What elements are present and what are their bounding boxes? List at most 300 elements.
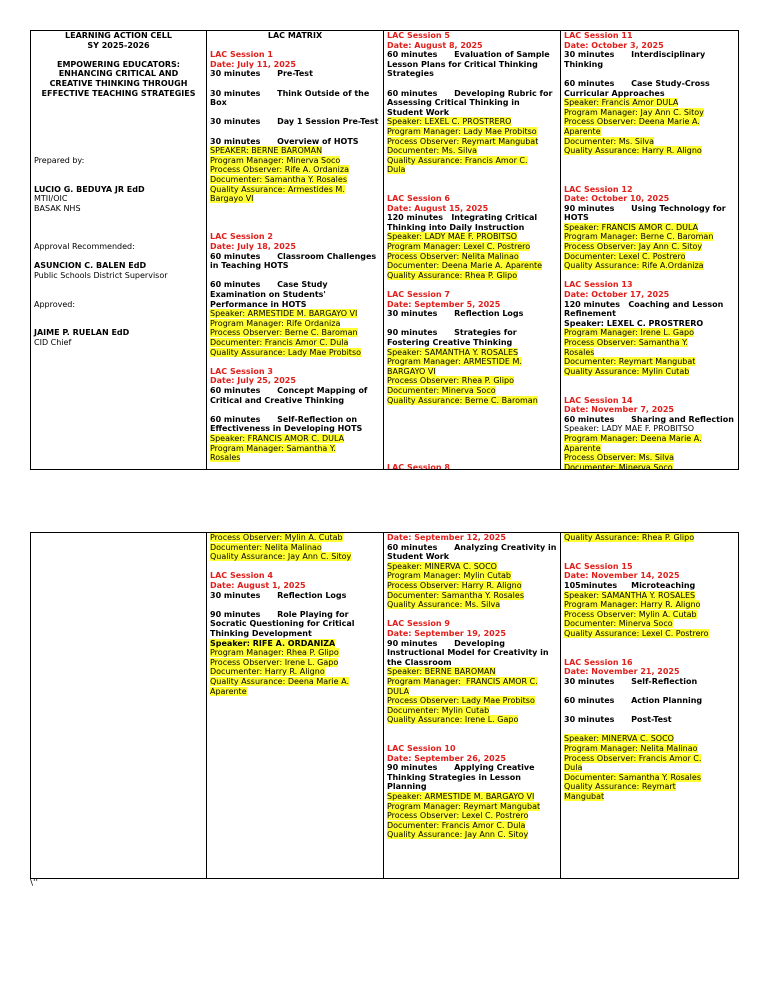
text-line: Effectiveness in Developing HOTS: [210, 424, 363, 434]
text-line: the Classroom: [387, 657, 452, 667]
spacer: [210, 357, 380, 367]
text-line: [564, 629, 735, 639]
text-line: [210, 648, 380, 658]
text-line: 90 minutes Role Playing for: [210, 609, 349, 619]
spacer: [210, 127, 380, 137]
highlighted-text: Speaker: SAMANTHA Y. ROSALES: [564, 590, 696, 600]
text-line: Instructional Model for Creativity in: [387, 648, 549, 658]
highlighted-text: Speaker: FRANCIS AMOR C. DULA: [210, 433, 345, 443]
text-line: [564, 763, 735, 773]
highlighted-text: Process Observer: Berne C. Baroman: [210, 328, 358, 338]
text-line: [564, 453, 735, 463]
text-line: Strategies: [387, 69, 434, 79]
spacer: [34, 252, 203, 262]
text-line: 120 minutes Integrating Critical: [387, 213, 538, 223]
lac-matrix-table-page-1: [30, 30, 739, 470]
spacer: [564, 69, 735, 79]
spacer: [210, 223, 380, 233]
text-line: [387, 117, 557, 127]
spacer: [387, 424, 557, 434]
text-line: Critical and Creative Thinking: [210, 395, 345, 405]
sessions-column-2-continued: [384, 533, 561, 878]
text-line: Box: [210, 98, 227, 108]
text-line: Date: November 21, 2025: [564, 667, 680, 677]
spacer: [34, 319, 203, 329]
text-line: Public Schools District Supervisor: [34, 270, 168, 280]
text-line: [387, 261, 557, 271]
text-line: Date: November 7, 2025: [564, 405, 674, 415]
highlighted-text: Program Manager: FRANCIS AMOR C.: [387, 676, 538, 686]
text-line: 30 minutes Day 1 Session Pre-Test: [210, 117, 379, 127]
highlighted-text: Speaker: SAMANTHA Y. ROSALES: [387, 347, 519, 357]
text-line: Date: October 10, 2025: [564, 194, 670, 204]
text-line: 60 minutes Classroom Challenges: [210, 251, 377, 261]
sessions-column-2: [384, 31, 561, 469]
highlighted-text: Speaker: MINERVA C. SOCO: [387, 561, 497, 571]
text-line: [387, 677, 557, 687]
text-line: Planning: [387, 782, 427, 792]
spacer: [387, 444, 557, 454]
highlighted-text: Program Manager: Mylin Cutab: [387, 571, 511, 581]
text-line: [387, 146, 557, 156]
text-line: [210, 175, 380, 185]
text-line: 60 minutes Case Study-Cross: [564, 78, 710, 88]
highlighted-text: Program Manager: Samantha Y.: [210, 443, 336, 453]
text-line: [564, 357, 735, 367]
text-line: [387, 137, 557, 147]
text-line: JAIME P. RUELAN EdD: [34, 328, 130, 338]
highlighted-text: Process Observer: Samantha Y.: [564, 338, 688, 347]
text-line: LAC Session 15: [564, 561, 633, 571]
highlighted-text: Quality Assurance: Mylin Cutab: [564, 366, 690, 376]
text-line: [210, 146, 380, 156]
text-line: ASUNCION C. BALEN EdD: [34, 261, 147, 271]
spacer: [34, 127, 203, 137]
spacer: [34, 223, 203, 233]
highlighted-text: Quality Assurance: Ms. Silva: [387, 600, 501, 610]
highlighted-text: Quality Assurance: Berne C. Baroman: [387, 395, 538, 405]
text-line: [387, 792, 557, 802]
spacer: [387, 319, 557, 329]
text-line: Refinement: [564, 309, 616, 319]
text-line: [564, 444, 735, 454]
text-line: [210, 639, 380, 649]
spacer: [387, 725, 557, 735]
text-line: 30 minutes Think Outside of the: [210, 88, 370, 98]
highlighted-text: DULA: [387, 686, 410, 696]
spacer: [34, 50, 203, 60]
lac-matrix-table-page-2: [30, 532, 739, 879]
text-line: LAC Session 12: [564, 184, 633, 194]
highlighted-text: Dula: [387, 165, 406, 175]
highlighted-text: Aparente: [210, 686, 247, 696]
spacer: [564, 648, 735, 658]
spacer: [210, 562, 380, 572]
highlighted-text: Documenter: Lexel C. Postrero: [564, 251, 686, 261]
spacer: [564, 543, 735, 553]
text-line: [564, 533, 735, 543]
text-line: [210, 453, 380, 463]
text-line: 60 minutes Evaluation of Sample: [387, 50, 550, 60]
text-line: [564, 367, 735, 377]
spacer: [564, 552, 735, 562]
text-line: Date: July 25, 2025: [210, 376, 296, 386]
text-line: 60 minutes Case Study: [210, 280, 328, 290]
cover-column: [31, 31, 207, 469]
text-line: [564, 328, 735, 338]
text-line: [387, 591, 557, 601]
highlighted-text: Documenter: Francis Amor C. Dula: [387, 820, 526, 830]
highlighted-text: Process Observer: Harry R. Aligno: [387, 580, 522, 590]
sessions-column-1-continued: [207, 533, 384, 878]
highlighted-text: Program Manager: Reymart Mangubat: [387, 801, 541, 811]
text-line: [210, 533, 380, 543]
text-line: [564, 773, 735, 783]
text-line: BASAK NHS: [34, 203, 81, 213]
text-line: LAC Session 1: [210, 50, 273, 60]
highlighted-text: Documenter: Nelita Malinao: [210, 542, 322, 552]
highlighted-text: Speaker: ARMESTIDE M. BARGAYO VI: [210, 309, 358, 319]
spacer: [210, 41, 380, 51]
text-line: [564, 782, 735, 792]
text-line: [564, 610, 735, 620]
highlighted-text: Documenter: Samantha Y. Rosales: [564, 772, 701, 782]
text-line: LAC Session 4: [210, 571, 273, 581]
highlighted-text: Speaker: BERNE BAROMAN: [387, 667, 496, 677]
text-line: 30 minutes Pre-Test: [210, 69, 313, 79]
text-line: 90 minutes Using Technology for: [564, 203, 726, 213]
highlighted-text: Documenter: Harry R. Aligno: [210, 667, 325, 677]
highlighted-text: Quality Assurance: Jay Ann C. Sitoy: [210, 552, 352, 562]
text-line: [387, 232, 557, 242]
spacer: [210, 600, 380, 610]
spacer: [387, 415, 557, 425]
highlighted-text: Speaker: FRANCIS AMOR C. DULA: [564, 222, 699, 232]
text-line: Date: October 17, 2025: [564, 290, 670, 300]
spacer: [387, 280, 557, 290]
text-line: Approved:: [34, 299, 76, 309]
text-line: [387, 811, 557, 821]
spacer: [387, 79, 557, 89]
spacer: [387, 185, 557, 195]
text-line: 60 minutes Sharing and Reflection: [564, 414, 734, 424]
highlighted-text: Documenter: Mylin Cutab: [387, 705, 490, 715]
highlighted-text: Process Observer: Jay Ann C. Sitoy: [564, 242, 703, 252]
text-line: [387, 600, 557, 610]
text-line: [387, 271, 557, 281]
text-line: in Teaching HOTS: [210, 261, 289, 271]
text-line: [210, 667, 380, 677]
text-line: [564, 252, 735, 262]
text-line: [210, 156, 380, 166]
highlighted-text: Process Observer: Ms. Silva: [564, 453, 675, 463]
text-line: [564, 117, 735, 127]
text-line: [564, 348, 735, 358]
highlighted-text: Quality Assurance: Rife A.Ordaniza: [564, 261, 704, 271]
highlighted-text: Program Manager: Lady Mae Probitso: [387, 126, 537, 136]
text-line: Thinking: [564, 59, 604, 69]
spacer: [34, 108, 203, 118]
highlighted-text: Program Manager: Deena Marie A.: [564, 433, 702, 443]
text-line: 30 minutes Self-Reflection: [564, 676, 698, 686]
text-line: [387, 830, 557, 840]
text-line: [387, 386, 557, 396]
spacer: [387, 405, 557, 415]
text-line: 30 minutes Overview of HOTS: [210, 136, 359, 146]
text-line: 30 minutes Interdisciplinary: [564, 50, 706, 60]
text-line: [564, 223, 735, 233]
text-line: [210, 658, 380, 668]
highlighted-text: Process Observer: Mylin A. Cutab: [210, 533, 343, 542]
highlighted-text: Bargayo VI: [210, 194, 254, 204]
text-line: ENHANCING CRITICAL AND: [58, 69, 179, 79]
highlighted-text: Process Observer: Mylin A. Cutab: [564, 609, 697, 619]
text-line: [210, 185, 380, 195]
text-line: [564, 434, 735, 444]
spacer: [564, 156, 735, 166]
text-line: [387, 396, 557, 406]
text-line: [210, 348, 380, 358]
spacer: [387, 453, 557, 463]
highlighted-text: Aparente: [564, 126, 601, 136]
text-line: [387, 127, 557, 137]
text-line: 60 minutes Action Planning: [564, 696, 703, 706]
highlighted-text: Dula: [564, 763, 583, 773]
text-line: Speaker: LEXEL C. PROSTRERO: [564, 318, 704, 328]
highlighted-text: Speaker: ARMESTIDE M. BARGAYO VI: [387, 792, 535, 802]
text-line: [210, 194, 380, 204]
highlighted-text: Quality Assurance: Irene L. Gapo: [387, 715, 519, 725]
spacer: [564, 376, 735, 386]
text-line: Speaker: LADY MAE F. PROBITSO: [564, 424, 695, 434]
text-line: LAC Session 10: [387, 744, 456, 754]
text-line: Date: September 12, 2025: [387, 533, 506, 542]
text-line: Thinking into Daily Instruction: [387, 222, 525, 232]
spacer: [564, 165, 735, 175]
text-line: Date: September 26, 2025: [387, 753, 506, 763]
text-line: [387, 376, 557, 386]
text-line: [387, 242, 557, 252]
cover-column-continued: [31, 533, 207, 878]
text-line: LAC Session 13: [564, 280, 633, 290]
text-line: [564, 232, 735, 242]
text-line: [210, 165, 380, 175]
sessions-column-3: [561, 31, 738, 469]
highlighted-text: Process Observer: Rhea P. Glipo: [387, 376, 514, 386]
text-line: [387, 821, 557, 831]
text-line: 90 minutes Strategies for: [387, 328, 517, 338]
text-line: [387, 715, 557, 725]
text-line: [564, 146, 735, 156]
highlighted-text: Documenter: Francis Amor C. Dula: [210, 338, 349, 347]
text-line: [210, 543, 380, 553]
spacer: [210, 271, 380, 281]
highlighted-text: Program Manager: Minerva Soco: [210, 155, 341, 165]
text-line: LUCIO G. BEDUYA JR EdD: [34, 184, 145, 194]
highlighted-text: Documenter: Ms. Silva: [387, 146, 478, 156]
text-line: Fostering Creative Thinking: [387, 338, 513, 347]
text-line: LAC Session 11: [564, 31, 633, 40]
highlighted-text: Program Manager: Rhea P. Glipo: [210, 648, 339, 658]
text-line: Date: October 3, 2025: [564, 40, 664, 50]
text-line: [210, 309, 380, 319]
spacer: [564, 271, 735, 281]
text-line: LEARNING ACTION CELL: [65, 31, 172, 40]
spacer: [34, 175, 203, 185]
spacer: [210, 405, 380, 415]
spacer: [34, 290, 203, 300]
highlighted-text: Speaker: Francis Amor DULA: [564, 98, 679, 108]
text-line: LAC MATRIX: [267, 31, 323, 40]
spacer: [564, 725, 735, 735]
highlighted-text: Documenter: Deena Marie A. Aparente: [387, 261, 543, 271]
highlighted-text: Program Manager: Rife Ordaniza: [210, 318, 341, 328]
spacer: [34, 165, 203, 175]
text-line: [210, 552, 380, 562]
spacer: [564, 706, 735, 716]
text-line: LAC Session 8: [387, 462, 450, 469]
text-line: LAC Session 14: [564, 395, 633, 405]
spacer: [34, 98, 203, 108]
text-line: [564, 261, 735, 271]
text-line: [387, 696, 557, 706]
text-line: [387, 252, 557, 262]
highlighted-text: Documenter: Reymart Mangubat: [564, 357, 696, 367]
highlighted-text: Rosales: [210, 453, 241, 463]
text-line: LAC Session 7: [387, 290, 450, 300]
text-line: [564, 108, 735, 118]
text-line: [387, 571, 557, 581]
text-line: [564, 98, 735, 108]
highlighted-text: Quality Assurance: Deena Marie A.: [210, 676, 350, 686]
spacer: [387, 175, 557, 185]
text-line: 60 minutes Concept Mapping of: [210, 385, 368, 395]
highlighted-text: Rosales: [564, 347, 595, 357]
text-line: Assessing Critical Thinking in: [387, 98, 520, 108]
highlighted-text: Quality Assurance: Rhea P. Glipo: [387, 270, 518, 280]
text-line: 60 minutes Analyzing Creativity in: [387, 542, 557, 552]
text-line: LAC Session 6: [387, 194, 450, 204]
text-line: Lesson Plans for Critical Thinking: [387, 59, 538, 69]
highlighted-text: Program Manager: ARMESTIDE M.: [387, 357, 522, 367]
text-line: [387, 667, 557, 677]
highlighted-text: Quality Assurance: Jay Ann C. Sitoy: [387, 830, 529, 840]
highlighted-text: Process Observer: Deena Marie A.: [564, 117, 700, 127]
highlighted-text: Aparente: [564, 443, 601, 453]
spacer: [564, 639, 735, 649]
spacer: [34, 117, 203, 127]
text-line: Approval Recommended:: [34, 242, 135, 252]
text-line: Student Work: [387, 552, 450, 562]
highlighted-text: Speaker: RIFE A. ORDANIZA: [210, 638, 336, 648]
highlighted-text: Process Observer: Lexel C. Postrero: [387, 811, 529, 821]
highlighted-text: Mangubat: [564, 792, 605, 802]
spacer: [210, 108, 380, 118]
text-line: [210, 687, 380, 697]
text-line: 30 minutes Reflection Logs: [387, 309, 524, 319]
spacer: [34, 280, 203, 290]
text-line: [387, 706, 557, 716]
text-line: LAC Session 9: [387, 619, 450, 629]
text-line: [387, 562, 557, 572]
text-line: Date: August 15, 2025: [387, 203, 489, 213]
text-line: Prepared by:: [34, 155, 85, 165]
spacer: [210, 213, 380, 223]
text-line: Date: September 5, 2025: [387, 299, 501, 309]
text-line: [564, 600, 735, 610]
text-line: 90 minutes Developing: [387, 638, 505, 648]
text-line: Date: November 14, 2025: [564, 571, 680, 581]
highlighted-text: Speaker: LEXEL C. PROSTRERO: [387, 117, 512, 127]
highlighted-text: Quality Assurance: Reymart: [564, 782, 676, 792]
text-line: [387, 581, 557, 591]
highlighted-text: Documenter: Samantha Y. Rosales: [210, 174, 347, 184]
spacer: [210, 204, 380, 214]
text-line: CREATIVE THINKING THROUGH: [49, 78, 188, 88]
spacer: [210, 79, 380, 89]
stray-text-mark: \'': [30, 878, 38, 888]
text-line: [210, 319, 380, 329]
spacer: [387, 734, 557, 744]
highlighted-text: Quality Assurance: Rhea P. Glipo: [564, 533, 695, 542]
text-line: [387, 802, 557, 812]
text-line: SY 2025-2026: [87, 40, 150, 50]
highlighted-text: Documenter: Minerva Soco: [564, 463, 673, 469]
text-line: Examination on Students': [210, 290, 326, 300]
highlighted-text: Documenter: Samantha Y. Rosales: [387, 590, 524, 600]
highlighted-text: Documenter: Minerva Soco: [564, 619, 673, 629]
highlighted-text: Quality Assurance: Lexel C. Postrero: [564, 628, 709, 638]
highlighted-text: SPEAKER: BERNE BAROMAN: [210, 146, 323, 156]
highlighted-text: Program Manager: Lexel C. Postrero: [387, 242, 531, 252]
spacer: [34, 309, 203, 319]
spacer: [34, 232, 203, 242]
highlighted-text: Program Manager: Nelita Malinao: [564, 744, 698, 754]
text-line: [564, 242, 735, 252]
text-line: Student Work: [387, 107, 450, 117]
spacer: [387, 610, 557, 620]
text-line: [387, 687, 557, 697]
text-line: [564, 792, 735, 802]
text-line: [210, 677, 380, 687]
highlighted-text: Speaker: LADY MAE F. PROBITSO: [387, 232, 518, 242]
highlighted-text: Program Manager: Jay Ann C. Sitoy: [564, 107, 704, 117]
highlighted-text: Quality Assurance: Harry R. Aligno: [564, 146, 702, 156]
text-line: LAC Session 3: [210, 366, 273, 376]
spacer: [34, 137, 203, 147]
highlighted-text: Quality Assurance: Lady Mae Probitso: [210, 347, 362, 357]
text-line: Thinking Strategies in Lesson: [387, 772, 521, 782]
spacer: [34, 146, 203, 156]
text-line: [564, 338, 735, 348]
highlighted-text: Documenter: Ms. Silva: [564, 136, 655, 146]
text-line: 30 minutes Post-Test: [564, 715, 672, 725]
sessions-column-3-continued: [561, 533, 738, 878]
spacer: [564, 175, 735, 185]
highlighted-text: BARGAYO VI: [387, 366, 436, 376]
highlighted-text: Program Manager: Berne C. Baroman: [564, 232, 714, 242]
text-line: [210, 328, 380, 338]
highlighted-text: Process Observer: Irene L. Gapo: [210, 657, 339, 667]
text-line: EMPOWERING EDUCATORS:: [57, 59, 180, 69]
highlighted-text: Program Manager: Irene L. Gapo: [564, 328, 695, 338]
text-line: Date: September 19, 2025: [387, 628, 506, 638]
text-line: HOTS: [564, 213, 589, 223]
text-line: 90 minutes Applying Creative: [387, 763, 535, 773]
text-line: [387, 165, 557, 175]
highlighted-text: Quality Assurance: Francis Amor C.: [387, 155, 528, 165]
text-line: Date: July 18, 2025: [210, 242, 296, 252]
